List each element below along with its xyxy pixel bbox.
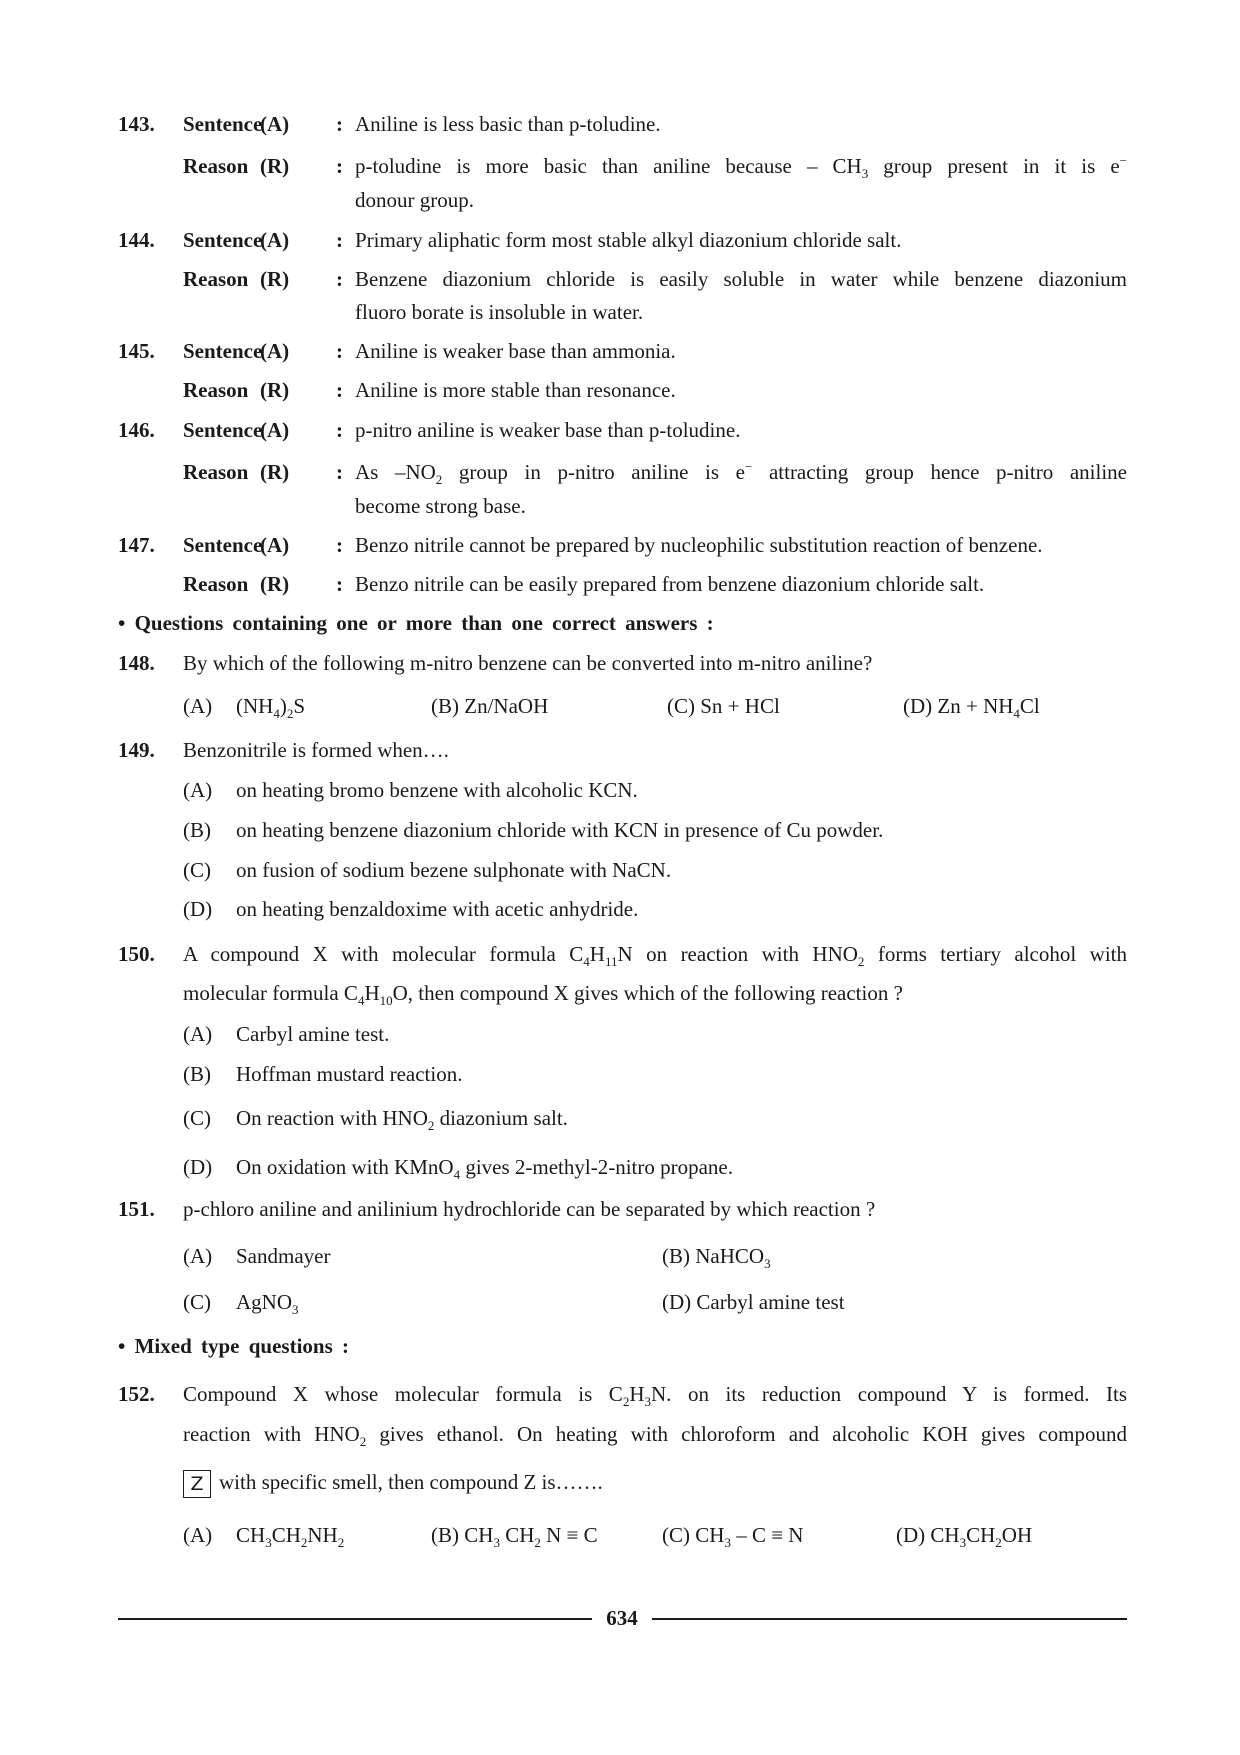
colon: : <box>336 418 343 442</box>
option-text: on heating benzaldoxime with acetic anhydride. <box>236 897 639 921</box>
question-number: 145. <box>118 339 155 363</box>
option-a-label: (A) <box>183 1523 213 1547</box>
q149-question-line <box>0 737 1240 763</box>
sentence-tag: (A) <box>260 339 290 363</box>
question-number: 146. <box>118 418 155 442</box>
reason-text: Benzo nitrile can be easily prepared from benzene diazonium chloride salt. <box>355 572 985 596</box>
option-label: (A) <box>183 1022 213 1046</box>
q145-sentence-line <box>0 338 1240 364</box>
sentence-label: Sentence <box>183 418 263 442</box>
sentence-text: Aniline is weaker base than ammonia. <box>355 339 676 363</box>
colon: : <box>336 460 343 484</box>
colon: : <box>336 154 343 178</box>
sentence-text: Aniline is less basic than p-toludine. <box>355 112 661 136</box>
option-text: on heating bromo benzene with alcoholic KCN. <box>236 778 638 802</box>
q147-sentence-line <box>0 532 1240 558</box>
option-text: on fusion of sodium bezene sulphonate with NaCN. <box>236 858 672 882</box>
q145-reason-line <box>0 377 1240 403</box>
option-text: on heating benzene diazonium chloride with KCN in presence of Cu powder. <box>236 818 884 842</box>
q149-option-a <box>0 777 1240 803</box>
option-a-text: $CH_3CH_2NH_2$ <box>236 1523 345 1550</box>
boxed-z: Z <box>183 1470 211 1498</box>
q143-reason-line-2 <box>0 187 1240 213</box>
option-d: (D) $CH_3CH_2OH$ <box>896 1523 1033 1550</box>
sentence-label: Sentence <box>183 533 263 557</box>
colon: : <box>336 572 343 596</box>
footer-rule-left <box>118 1618 592 1620</box>
sentence-label: Sentence <box>183 339 263 363</box>
option-b: (B) $CH_3$ $CH_2$ N ≡ C <box>431 1523 598 1550</box>
sentence-tag: (A) <box>260 418 290 442</box>
option-label: (B) <box>183 1062 211 1086</box>
sentence-text: Primary aliphatic form most stable alkyl diazonium chloride salt. <box>355 228 902 252</box>
colon: : <box>336 112 343 136</box>
question-number: 143. <box>118 112 155 136</box>
reason-text: As $-NO_2$ group in p-nitro aniline is e− attracting group hence p-nitro aniline <box>355 459 1127 487</box>
q143-reason-line <box>0 153 1240 179</box>
q150-question-line <box>0 941 1240 967</box>
colon: : <box>336 228 343 252</box>
q143-sentence-line <box>0 111 1240 137</box>
section-heading-multiple-correct <box>0 610 1240 636</box>
page-number: 634 <box>606 1606 638 1630</box>
q144-reason-line-2 <box>0 299 1240 325</box>
reason-label: Reason <box>183 378 249 402</box>
q151-options-line-2 <box>0 1289 1240 1315</box>
option-b: (B) NaHCO$_3$ <box>662 1244 771 1271</box>
option-label: (B) <box>183 818 211 842</box>
question-text: By which of the following m-nitro benzene can be converted into m-nitro aniline? <box>183 651 873 675</box>
option-c-text: AgNO$_3$ <box>236 1290 299 1317</box>
reason-tag: (R) <box>260 572 290 596</box>
option-label: (C) <box>183 858 211 882</box>
option-a-label: (A) <box>183 1244 213 1268</box>
question-number: 147. <box>118 533 155 557</box>
reason-text: Aniline is more stable than resonance. <box>355 378 676 402</box>
question-number: 151. <box>118 1197 155 1221</box>
option-d: (D) $Zn + NH_4Cl$ <box>903 694 1040 721</box>
sentence-tag: (A) <box>260 112 290 136</box>
option-c-label: (C) <box>183 1290 211 1314</box>
q151-question-line <box>0 1196 1240 1222</box>
option-a-label: (A) <box>183 694 213 718</box>
q152-question-line-3 <box>0 1467 1240 1497</box>
section-heading-mixed-type <box>0 1333 1240 1359</box>
option-c: (C) $CH_3 - C \equiv N$ <box>662 1523 804 1550</box>
option-label: (C) <box>183 1106 211 1130</box>
sentence-text: p-nitro aniline is weaker base than p-toludine. <box>355 418 741 442</box>
option-text: Hoffman mustard reaction. <box>236 1062 463 1086</box>
colon: : <box>336 378 343 402</box>
q149-option-b <box>0 817 1240 843</box>
question-number: 144. <box>118 228 155 252</box>
reason-label: Reason <box>183 460 249 484</box>
question-text: Compound X whose molecular formula is $C_2H_3N$. on its reduction compound Y is formed. Its <box>183 1382 1127 1409</box>
q149-option-c <box>0 857 1240 883</box>
option-label: (D) <box>183 897 213 921</box>
q146-reason-line-2 <box>0 493 1240 519</box>
reason-text: p-toludine is more basic than aniline because – $CH_3$ group present in it is e− <box>355 153 1127 181</box>
reason-tag: (R) <box>260 378 290 402</box>
sentence-tag: (A) <box>260 533 290 557</box>
reason-text-cont: fluoro borate is insoluble in water. <box>355 300 644 324</box>
section-title: • Questions containing one or more than one correct answers : <box>118 611 714 635</box>
question-number: 148. <box>118 651 155 675</box>
option-a-text: Sandmayer <box>236 1244 331 1268</box>
footer-rule-right <box>652 1618 1127 1620</box>
question-text: Benzonitrile is formed when…. <box>183 738 449 762</box>
reason-tag: (R) <box>260 154 290 178</box>
question-text: A compound X with molecular formula $C_4H_{11}N$ on reaction with $HNO_2$ forms tertiary alcohol with <box>183 942 1127 969</box>
q146-sentence-line <box>0 417 1240 443</box>
option-text: On reaction with $HNO_2$ diazonium salt. <box>236 1106 568 1133</box>
option-c: (C) Sn + HCl <box>667 694 780 718</box>
reason-tag: (R) <box>260 460 290 484</box>
reason-text-cont: become strong base. <box>355 494 526 518</box>
option-a-text: $(NH_4)_2S$ <box>236 694 306 721</box>
question-number: 150. <box>118 942 155 966</box>
q150-option-d <box>0 1154 1240 1180</box>
option-d: (D) Carbyl amine test <box>662 1290 845 1314</box>
q152-question-line-2 <box>0 1421 1240 1447</box>
q148-options-line <box>0 693 1240 719</box>
question-number: 149. <box>118 738 155 762</box>
q150-option-a <box>0 1021 1240 1047</box>
option-label: (A) <box>183 778 213 802</box>
question-text-cont: reaction with $HNO_2$ gives ethanol. On heating with chloroform and alcoholic KOH gives compound <box>183 1422 1127 1449</box>
section-title: • Mixed type questions : <box>118 1334 350 1358</box>
sentence-text: Benzo nitrile cannot be prepared by nucleophilic substitution reaction of benzene. <box>355 533 1043 557</box>
q148-question-line <box>0 650 1240 676</box>
question-text: p-chloro aniline and anilinium hydrochloride can be separated by which reaction ? <box>183 1197 876 1221</box>
q150-option-c <box>0 1105 1240 1131</box>
q151-options-line-1 <box>0 1243 1240 1269</box>
question-text-cont: molecular formula $C_4H_{10}O$, then compound X gives which of the following reaction ? <box>183 981 903 1008</box>
option-b: (B) Zn/NaOH <box>431 694 549 718</box>
reason-label: Reason <box>183 572 249 596</box>
sentence-tag: (A) <box>260 228 290 252</box>
option-text: Carbyl amine test. <box>236 1022 390 1046</box>
q146-reason-line <box>0 459 1240 485</box>
reason-label: Reason <box>183 154 249 178</box>
q144-reason-line <box>0 266 1240 292</box>
sentence-label: Sentence <box>183 228 263 252</box>
question-number: 152. <box>118 1382 155 1406</box>
q150-question-line-2 <box>0 980 1240 1006</box>
q144-sentence-line <box>0 227 1240 253</box>
option-text: On oxidation with KMnO$_4$ gives 2-methyl-2-nitro propane. <box>236 1155 734 1182</box>
sentence-label: Sentence <box>183 112 263 136</box>
reason-text: Benzene diazonium chloride is easily soluble in water while benzene diazonium <box>355 267 1127 291</box>
q147-reason-line <box>0 571 1240 597</box>
reason-label: Reason <box>183 267 249 291</box>
reason-text-cont: donour group. <box>355 188 474 212</box>
colon: : <box>336 339 343 363</box>
option-label: (D) <box>183 1155 213 1179</box>
q152-options-line <box>0 1522 1240 1548</box>
colon: : <box>336 267 343 291</box>
reason-tag: (R) <box>260 267 290 291</box>
question-text-cont: Z with specific smell, then compound Z is……. <box>183 1467 603 1498</box>
q150-option-b <box>0 1061 1240 1087</box>
colon: : <box>336 533 343 557</box>
q149-option-d <box>0 896 1240 922</box>
q152-question-line <box>0 1381 1240 1407</box>
